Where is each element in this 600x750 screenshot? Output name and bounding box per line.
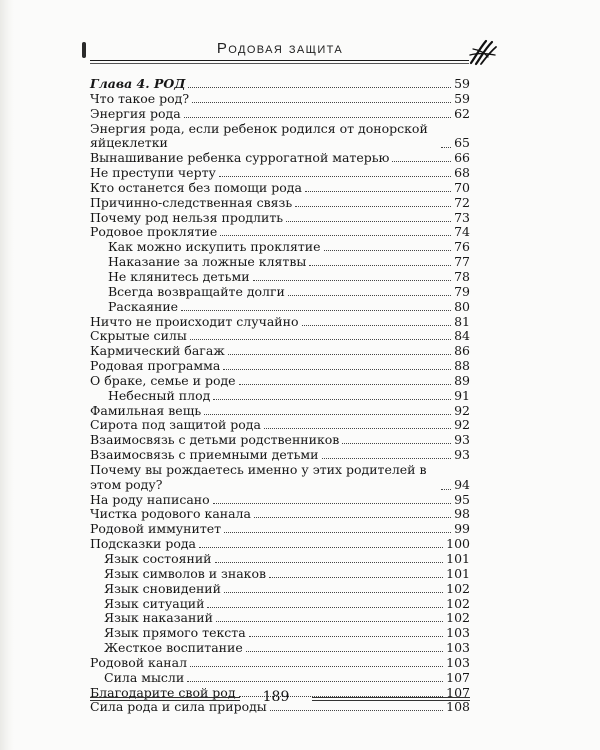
toc-dot-leader [224, 592, 443, 593]
toc-dot-leader [288, 295, 451, 296]
toc-entry-label: Сирота под защитой рода [90, 417, 261, 433]
toc-dot-leader [216, 621, 443, 622]
toc-entry-label: Энергия рода [90, 105, 181, 121]
footer-rule-right [312, 697, 470, 701]
toc-page-number: 66 [454, 150, 470, 166]
toc-dot-leader [188, 87, 451, 88]
toc-page-number: 95 [454, 491, 470, 507]
toc-dot-leader [305, 191, 451, 192]
toc-entry-label: Скрытые силы [90, 328, 187, 344]
toc-entry-label: Наказание за ложные клятвы [108, 254, 307, 270]
toc-entry-label: О браке, семье и роде [90, 372, 236, 388]
toc-dot-leader [239, 384, 452, 385]
toc-entry [90, 597, 470, 612]
toc-dot-leader [254, 517, 451, 518]
toc-entry-label: Жесткое воспитание [104, 640, 243, 656]
toc-entry-label: Почему вы рождаетесь именно у этих родителей в этом роду? [90, 461, 427, 492]
toc-page-number: 84 [454, 328, 470, 344]
toc-page-number: 86 [454, 343, 470, 359]
toc-page-number: 103 [446, 654, 470, 670]
toc-page-number: 107 [446, 684, 470, 700]
toc-page-number: 103 [446, 625, 470, 641]
toc-page-number: 102 [446, 580, 470, 596]
toc-entry [90, 582, 470, 597]
toc-page-number: 78 [454, 268, 470, 284]
toc-entry [90, 151, 470, 166]
toc-dot-leader [220, 235, 451, 236]
toc-entry [90, 107, 470, 122]
toc-entry [90, 181, 470, 196]
toc-entry-label: Раскаяние [108, 298, 179, 314]
toc-page-number: 74 [454, 224, 470, 240]
toc-entry [90, 285, 470, 300]
toc-dot-leader [223, 369, 451, 370]
toc-entry [90, 656, 470, 671]
toc-entry-label: Родовая программа [90, 358, 221, 374]
toc-page-number: 77 [454, 254, 470, 270]
toc-entry-label: Сила рода и сила природы [90, 699, 267, 715]
toc-dot-leader [215, 562, 444, 563]
toc-page-number: 94 [454, 476, 470, 492]
toc-page-number: 107 [446, 669, 470, 685]
header-rule-thin [90, 63, 469, 64]
toc-dot-leader [249, 636, 443, 637]
page-spine-shadow [0, 0, 14, 750]
toc-entry [90, 374, 470, 389]
toc-entry [90, 448, 470, 463]
toc-dot-leader [192, 102, 451, 103]
toc-page-number: 93 [454, 447, 470, 463]
toc-entry-label: Ничто не происходит случайно [90, 313, 299, 329]
toc-entry [90, 196, 470, 211]
toc-entry-label: Язык сновидений [104, 580, 221, 596]
toc-dot-leader [213, 399, 451, 400]
toc-dot-leader [264, 428, 451, 429]
toc-page-number: 79 [454, 283, 470, 299]
toc-entry-label: Родовой канал [90, 654, 188, 670]
running-header-title: Родовая защита [216, 40, 344, 57]
toc-entry [90, 315, 470, 330]
toc-page-number: 92 [454, 402, 470, 418]
toc-entry-label: Благодарите свой род [90, 684, 236, 700]
page-number: 189 [262, 689, 290, 705]
toc-page-number: 100 [446, 536, 470, 552]
toc-entry-label: Чистка родового канала [90, 506, 251, 522]
toc-entry [90, 418, 470, 433]
header-edge-mark [82, 42, 86, 58]
toc-entry-label: Всегда возвращайте долги [108, 283, 285, 299]
toc-entry [90, 329, 470, 344]
toc-entry [90, 507, 470, 522]
toc-dot-leader [207, 607, 443, 608]
toc-page-number: 80 [454, 298, 470, 314]
toc-entry [90, 166, 470, 181]
toc-entry [90, 567, 470, 582]
toc-entry-label: Не клянитесь детьми [108, 268, 250, 284]
toc-entry-label: Как можно искупить проклятие [108, 239, 321, 255]
toc-dot-leader [204, 414, 451, 415]
toc-dot-leader [199, 547, 443, 548]
toc-entry [90, 300, 470, 315]
toc-page-number: 59 [454, 90, 470, 106]
toc-page-number: 65 [454, 135, 470, 151]
toc-dot-leader [181, 310, 451, 311]
toc-entry-label: Фамильная вещь [90, 402, 202, 418]
toc-entry-label: Взаимосвязь с приемными детьми [90, 447, 319, 463]
toc-entry [90, 389, 470, 404]
toc-entry [90, 552, 470, 567]
toc-dot-leader [213, 503, 451, 504]
toc-entry-label: Кармический багаж [90, 343, 225, 359]
toc-entry-label: На роду написано [90, 491, 210, 507]
toc-entry-label: Что такое род? [90, 90, 190, 106]
toc-entry-label: Не преступи черту [90, 165, 216, 181]
toc-page-number: 101 [446, 565, 470, 581]
toc-entry [90, 240, 470, 255]
toc-page-number: 73 [454, 209, 470, 225]
toc-dot-leader [246, 651, 443, 652]
toc-dot-leader [224, 532, 451, 533]
toc-entry-label: Родовой иммунитет [90, 521, 222, 537]
toc-entry-label: Сила мысли [104, 669, 185, 685]
toc-chapter-title: Глава 4. РОД [90, 76, 186, 91]
toc-entry [90, 611, 470, 626]
toc-entry-label: Подсказки рода [90, 536, 196, 552]
toc-entry [90, 493, 470, 508]
toc-entry [90, 225, 470, 240]
toc-dot-leader [322, 458, 452, 459]
toc-dot-leader [441, 147, 451, 148]
toc-entry [90, 463, 470, 493]
toc-page-number: 59 [454, 76, 470, 91]
toc-page-number: 76 [454, 239, 470, 255]
toc-page-number: 92 [454, 417, 470, 433]
toc-dot-leader [253, 280, 452, 281]
toc-entry [90, 211, 470, 226]
toc-dot-leader [187, 681, 443, 682]
toc-page-number: 102 [446, 610, 470, 626]
toc-entry [90, 92, 470, 107]
toc-dot-leader [286, 221, 451, 222]
toc-page-number: 89 [454, 372, 470, 388]
toc-entry [90, 671, 470, 686]
toc-page-number: 91 [454, 387, 470, 403]
toc-entry-label: Язык символов и знаков [104, 565, 267, 581]
toc-dot-leader [324, 250, 452, 251]
toc-entry-label: Небесный плод [108, 387, 211, 403]
toc-page-number: 88 [454, 358, 470, 374]
toc-entry-label: Вынашивание ребенка суррогатной матерью [90, 150, 390, 166]
header-rule [90, 60, 469, 61]
toc-entry-label: Родовое проклятие [90, 224, 218, 240]
toc-entry-label: Язык ситуаций [104, 595, 205, 611]
toc-page-number: 62 [454, 105, 470, 121]
toc-page-number: 108 [446, 699, 470, 715]
toc-entry [90, 255, 470, 270]
toc-entry [90, 641, 470, 656]
toc-entry [90, 77, 470, 92]
table-of-contents [90, 77, 470, 715]
toc-page-number: 72 [454, 194, 470, 210]
toc-page-number: 93 [454, 432, 470, 448]
toc-dot-leader [295, 206, 451, 207]
toc-entry [90, 626, 470, 641]
toc-entry [90, 122, 470, 152]
toc-entry [90, 344, 470, 359]
footer-rule-left [90, 697, 240, 701]
toc-dot-leader [441, 489, 451, 490]
toc-dot-leader [269, 577, 443, 578]
toc-dot-leader [190, 666, 443, 667]
toc-dot-leader [219, 176, 451, 177]
toc-entry-label: Энергия рода, если ребенок родился от донорской яйцеклетки [90, 120, 428, 151]
toc-dot-leader [228, 354, 451, 355]
toc-page-number: 70 [454, 179, 470, 195]
toc-page-number: 99 [454, 521, 470, 537]
toc-entry-label: Язык наказаний [104, 610, 213, 626]
toc-dot-leader [190, 339, 451, 340]
toc-page-number: 102 [446, 595, 470, 611]
toc-entry-label: Язык прямого текста [104, 625, 246, 641]
toc-entry [90, 537, 470, 552]
toc-dot-leader [302, 325, 452, 326]
toc-entry [90, 404, 470, 419]
toc-entry [90, 433, 470, 448]
toc-entry-label: Причинно-следственная связь [90, 194, 293, 210]
toc-dot-leader [184, 117, 451, 118]
toc-page-number: 98 [454, 506, 470, 522]
toc-page-number: 81 [454, 313, 470, 329]
toc-entry [90, 522, 470, 537]
toc-dot-leader [392, 161, 451, 162]
toc-page-number: 101 [446, 551, 470, 566]
toc-entry-label: Почему род нельзя продлить [90, 209, 284, 225]
calligraphic-logo-icon [468, 38, 498, 66]
toc-entry [90, 359, 470, 374]
toc-page-number: 68 [454, 165, 470, 181]
toc-entry-label: Взаимосвязь с детьми родственников [90, 432, 340, 448]
toc-entry-label: Язык состояний [104, 551, 212, 566]
toc-dot-leader [309, 265, 451, 266]
toc-dot-leader [270, 710, 443, 711]
toc-page-number: 103 [446, 640, 470, 656]
toc-entry [90, 270, 470, 285]
toc-dot-leader [342, 443, 451, 444]
toc-entry-label: Кто останется без помощи рода [90, 179, 302, 195]
